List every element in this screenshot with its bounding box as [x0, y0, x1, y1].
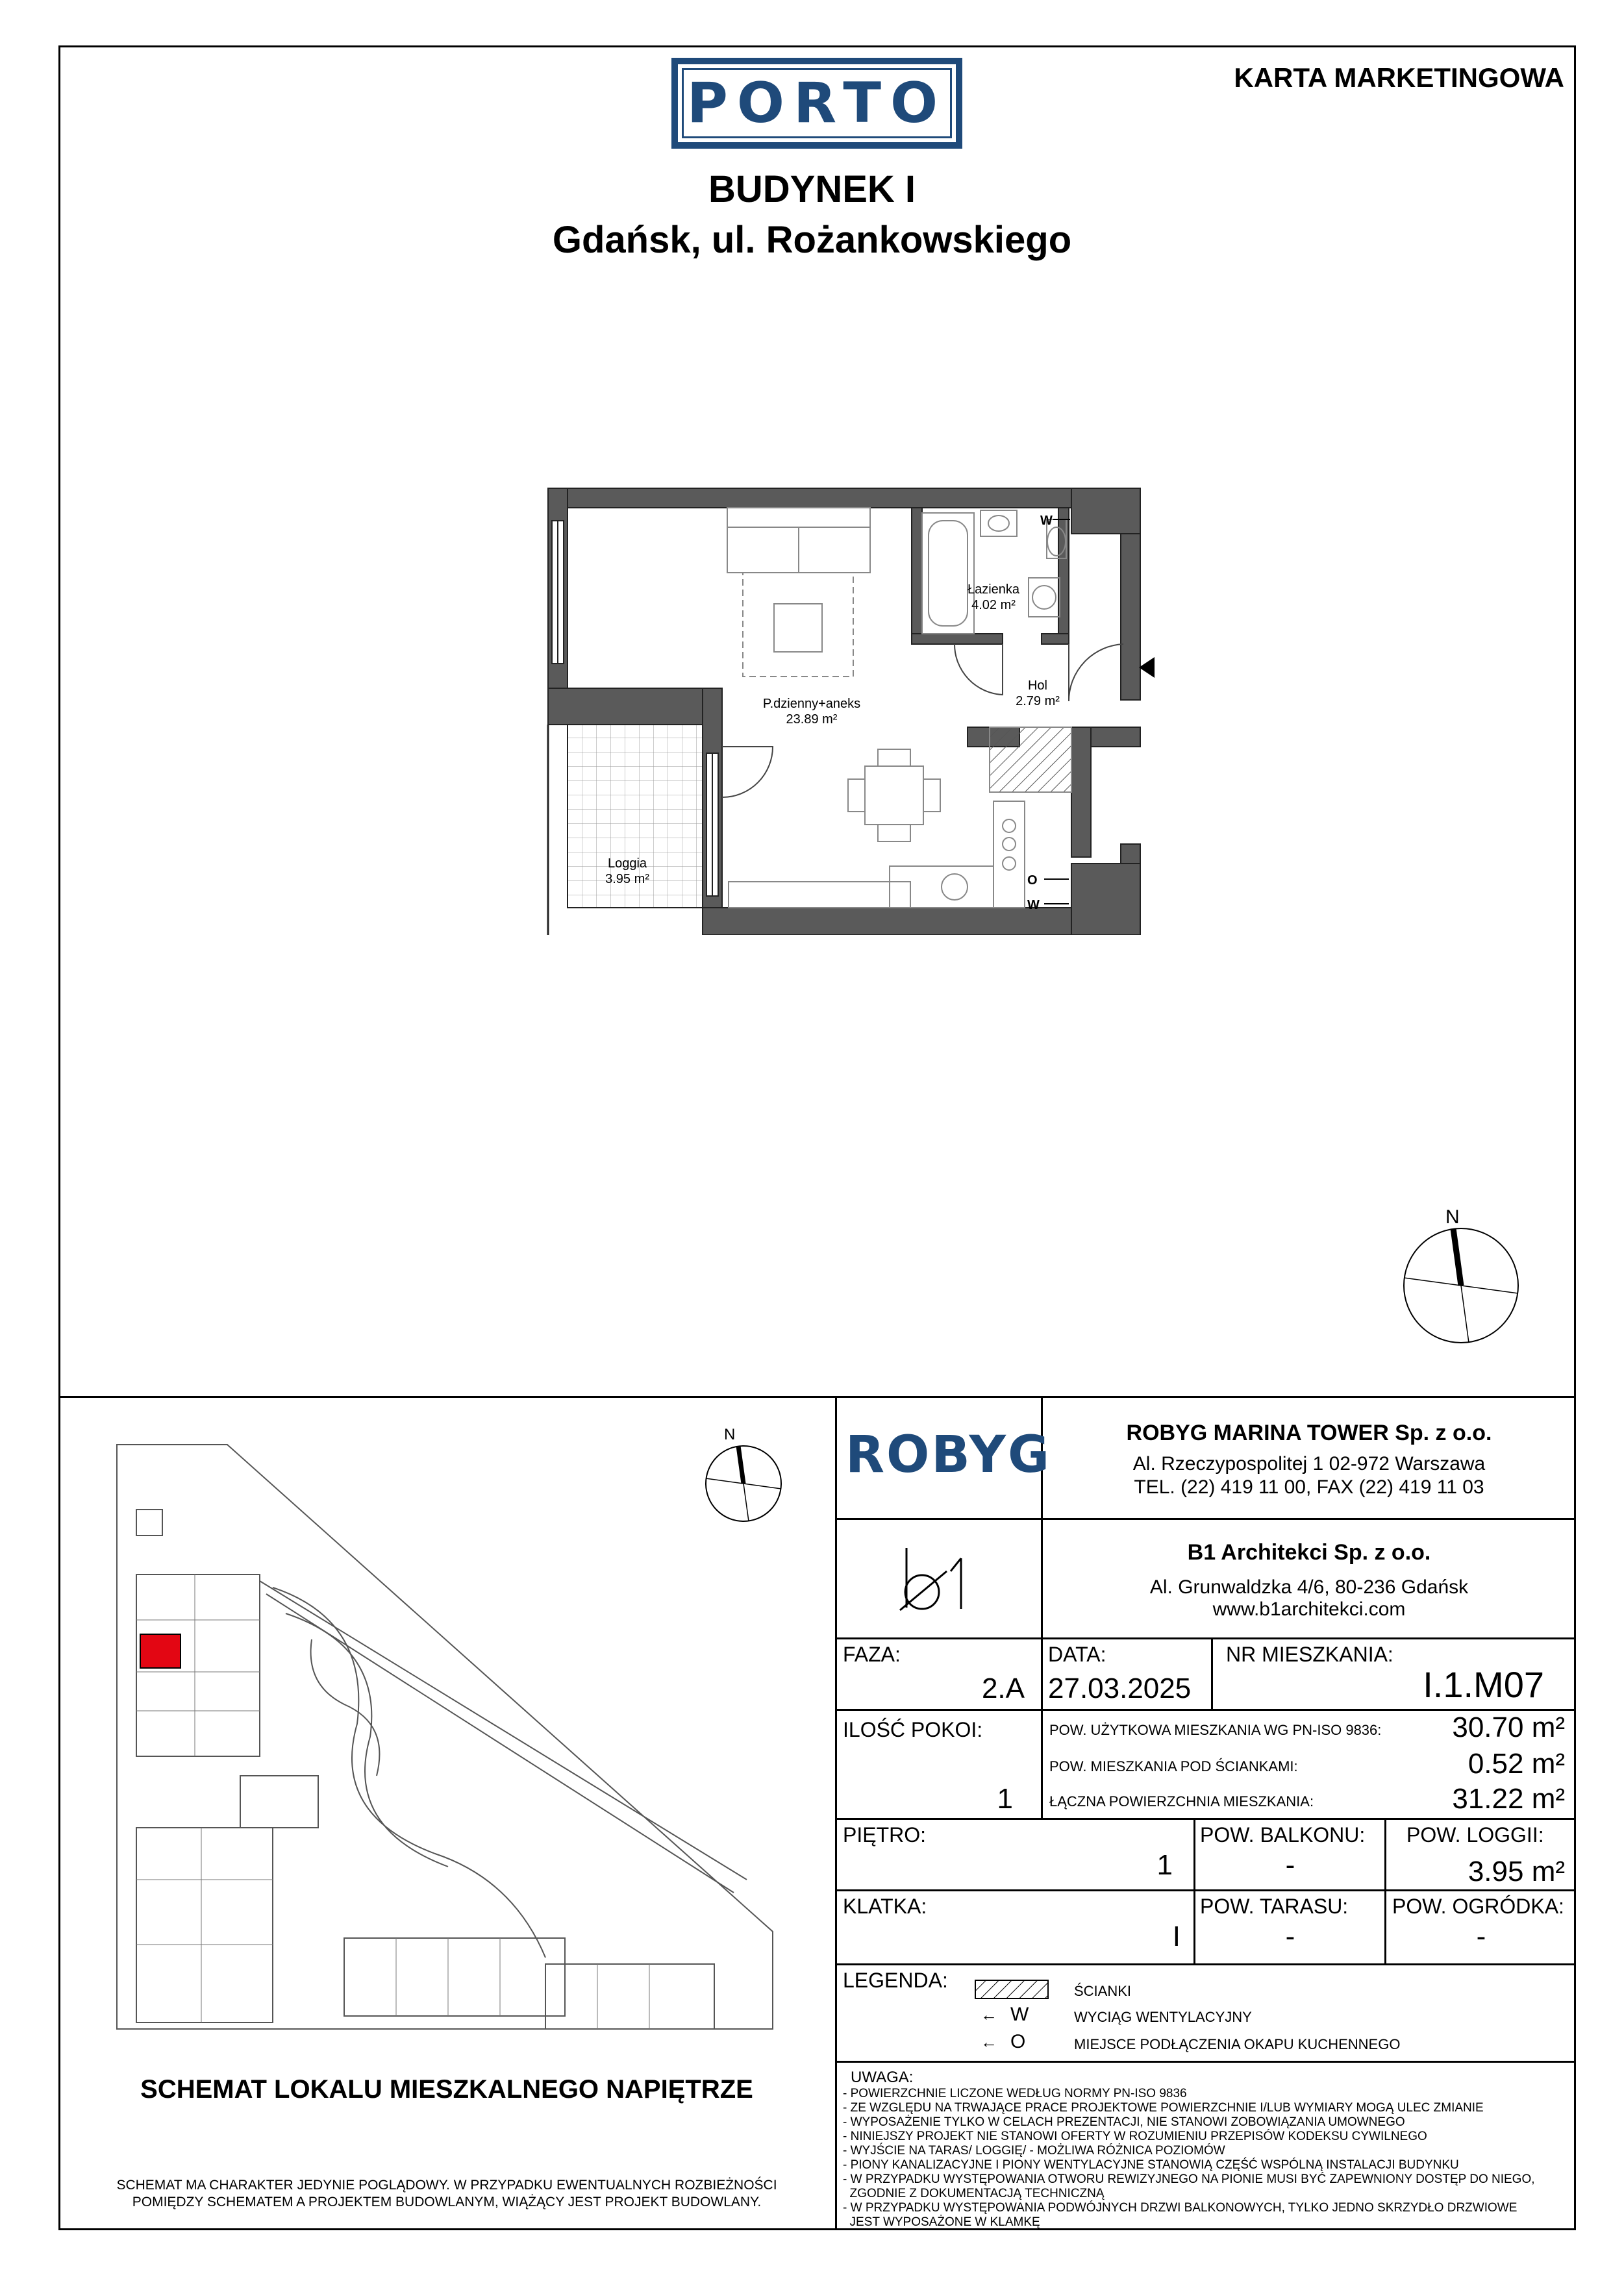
note-item: JEST WYPOSAŻONE W KLAMKĘ: [843, 2215, 1040, 2229]
legend-item-walls: ŚCIANKI: [1074, 1983, 1132, 1999]
note-item: - POWIERZCHNIE LICZONE WEDŁUG NORMY PN-ISO 9836: [843, 2087, 1187, 2100]
pow-scianki-value: 0.52 m²: [1468, 1748, 1565, 1780]
site-schematic: [97, 1425, 786, 2068]
row-divider-3: [835, 1709, 1576, 1711]
pow-uzytkowa-value: 30.70 m²: [1452, 1711, 1565, 1743]
col-divider-3: [1193, 1818, 1195, 1963]
note-item: - ZE WZGLĘDU NA TRWAJĄCE PRACE PROJEKTOWE POWIERZCHNIE I/LUB WYMIARY MOGĄ ULEC ZMIANIE: [843, 2101, 1484, 2115]
sofa: [727, 508, 870, 677]
room-area-loggia: 3.95 m²: [605, 872, 649, 886]
klatka-label: KLATKA:: [843, 1895, 927, 1918]
card-label: KARTA MARKETINGOWA: [1234, 62, 1564, 93]
pokoje-label: ILOŚĆ POKOI:: [843, 1718, 983, 1741]
building-title: BUDYNEK I: [708, 168, 916, 210]
architect-address: Al. Grunwaldzka 4/6, 80-236 Gdańsk: [1149, 1576, 1469, 1598]
room-name-loggia: Loggia: [607, 856, 647, 871]
site-compass-n: N: [724, 1426, 736, 1443]
pokoje-value: 1: [997, 1783, 1013, 1815]
note-item: - WYPOSAŻENIE TYLKO W CELACH PREZENTACJI, NIE STANOWI ZOBOWIĄZANIA UMOWNEGO: [843, 2115, 1405, 2129]
b1-logo: [896, 1545, 974, 1617]
building-address: Gdańsk, ul. Rożankowskiego: [552, 219, 1072, 261]
note-item: - W PRZYPADKU WYSTĘPOWANIA PODWÓJNYCH DRZWI BALKONOWYCH, TYLKO JEDNO SKRZYDŁO DRZWIOWE: [843, 2201, 1518, 2215]
developer-address: Al. Rzeczypospolitej 1 02-972 Warszawa: [1132, 1453, 1486, 1474]
room-name-hall: Hol: [1027, 678, 1048, 693]
pow-uzytkowa-label: POW. UŻYTKOWA MIESZKANIA WG PN-ISO 9836:: [1049, 1722, 1382, 1738]
legend-item-hood: MIEJSCE PODŁĄCZENIA OKAPU KUCHENNEGO: [1074, 2036, 1401, 2052]
developer-phone: TEL. (22) 419 11 00, FAX (22) 419 11 03: [1134, 1476, 1484, 1498]
klatka-value: I: [1172, 1921, 1181, 1952]
ogrodek-label: POW. OGRÓDKA:: [1392, 1895, 1564, 1918]
site-compass: [698, 1419, 789, 1529]
room-area-hall: 2.79 m²: [1016, 694, 1060, 708]
row-divider-2: [835, 1637, 1576, 1639]
legend-arrow-w: ←: [981, 2005, 997, 2024]
architect-web: www.b1architekci.com: [1212, 1599, 1406, 1620]
note-item: - WYJŚCIE NA TARAS/ LOGGIĘ/ - MOŻLIWA RÓŻNICA POZIOMÓW: [843, 2144, 1225, 2158]
pietro-label: PIĘTRO:: [843, 1823, 927, 1847]
taras-label: POW. TARASU:: [1200, 1895, 1349, 1918]
site-title: SCHEMAT LOKALU MIESZKALNEGO NAPIĘTRZE: [140, 2075, 753, 2104]
row-divider-6: [835, 1963, 1576, 1965]
note-item: ZGODNIE Z DOKUMENTACJĄ TECHNICZNĄ: [843, 2187, 1105, 2200]
pow-laczna-label: ŁĄCZNA POWIERZCHNIA MIESZKANIA:: [1049, 1793, 1314, 1810]
pow-scianki-label: POW. MIESZKANIA POD ŚCIANKAMI:: [1049, 1758, 1298, 1774]
legend-symbol-o: O: [1010, 2031, 1026, 2052]
faza-value: 2.A: [981, 1673, 1025, 1704]
porto-logo: [671, 58, 962, 149]
hood-marker-o: O: [1027, 873, 1038, 888]
row-divider-7: [835, 2061, 1576, 2063]
balkon-value: -: [1285, 1849, 1295, 1881]
pietro-value: 1: [1156, 1849, 1173, 1881]
title-block-divider: [835, 1396, 837, 2230]
balkon-label: POW. BALKONU:: [1200, 1823, 1366, 1847]
bathroom-fixtures: [922, 510, 1066, 634]
legend-arrow-o: ←: [981, 2032, 997, 2052]
col-divider-1: [1041, 1637, 1043, 1818]
plan-compass: [1396, 1201, 1526, 1357]
nr-label: NR MIESZKANIA:: [1226, 1643, 1393, 1666]
room-name-bathroom: Łazienka: [967, 582, 1020, 597]
pow-laczna-value: 31.22 m²: [1452, 1783, 1565, 1815]
kitchen-counter: [729, 727, 1071, 908]
vent-marker-w-kitchen: W: [1027, 898, 1040, 912]
ogrodek-value: -: [1476, 1921, 1486, 1952]
loggia-label: POW. LOGGII:: [1406, 1823, 1544, 1847]
col-divider-4: [1384, 1818, 1386, 1963]
row-divider-5: [835, 1889, 1576, 1891]
col-divider-2: [1211, 1637, 1213, 1709]
data-label: DATA:: [1048, 1643, 1106, 1666]
data-value: 27.03.2025: [1048, 1673, 1192, 1704]
note-item: - NINIEJSZY PROJEKT NIE STANOWI OFERTY W ROZUMIENIU PRZEPISÓW KODEKSU CYWILNEGO: [843, 2130, 1427, 2143]
floor-plan: [539, 480, 1162, 935]
legend-item-vent: WYCIĄG WENTYLACYJNY: [1074, 2009, 1252, 2025]
room-area-bathroom: 4.02 m²: [971, 598, 1016, 612]
entrance-marker: [1139, 657, 1155, 678]
robyg-logo: ROBYG: [845, 1426, 1052, 1484]
dining-table: [848, 749, 940, 841]
plan-compass-n: N: [1445, 1206, 1460, 1228]
porto-logo-text: PORTO: [682, 68, 952, 138]
notes-label: UWAGA:: [851, 2069, 914, 2086]
site-disclaimer-1: SCHEMAT MA CHARAKTER JEDYNIE POGLĄDOWY. W PRZYPADKU EWENTUALNYCH ROZBIEŻNOŚCI: [116, 2178, 777, 2193]
taras-value: -: [1285, 1921, 1295, 1952]
apartment-highlight: [140, 1634, 181, 1668]
room-name-living: P.dzienny+aneks: [762, 697, 861, 711]
vent-marker-w: W: [1040, 514, 1053, 528]
legend-hatch-swatch: [974, 1979, 1049, 2000]
architect-name: B1 Architekci Sp. z o.o.: [1187, 1540, 1431, 1565]
developer-name: ROBYG MARINA TOWER Sp. z o.o.: [1126, 1421, 1492, 1445]
row-divider-4: [835, 1818, 1576, 1820]
row-divider-1: [835, 1518, 1576, 1520]
nr-value: I.1.M07: [1423, 1664, 1544, 1705]
section-divider: [58, 1396, 1576, 1398]
site-disclaimer-2: POMIĘDZY SCHEMATEM A PROJEKTEM BUDOWLANYM, WIĄŻĄCY JEST PROJEKT BUDOWLANY.: [132, 2195, 762, 2209]
note-item: - PIONY KANALIZACYJNE I PIONY WENTYLACYJNE STANOWIĄ CZĘŚĆ WSPÓLNĄ INSTALACJI BUDYNKU: [843, 2158, 1459, 2172]
loggia-value: 3.95 m²: [1468, 1856, 1565, 1887]
faza-label: FAZA:: [843, 1643, 901, 1666]
note-item: - W PRZYPADKU WYSTĘPOWANIA OTWORU REWIZYJNEGO NA PIONIE MUSI BYĆ ZAPEWNIONY DOSTĘP DO NIEGO,: [843, 2172, 1535, 2186]
room-area-living: 23.89 m²: [786, 712, 838, 727]
notes-list: [843, 2087, 1570, 2230]
legend-symbol-w: W: [1010, 2004, 1029, 2025]
legend-label: LEGENDA:: [843, 1969, 948, 1992]
